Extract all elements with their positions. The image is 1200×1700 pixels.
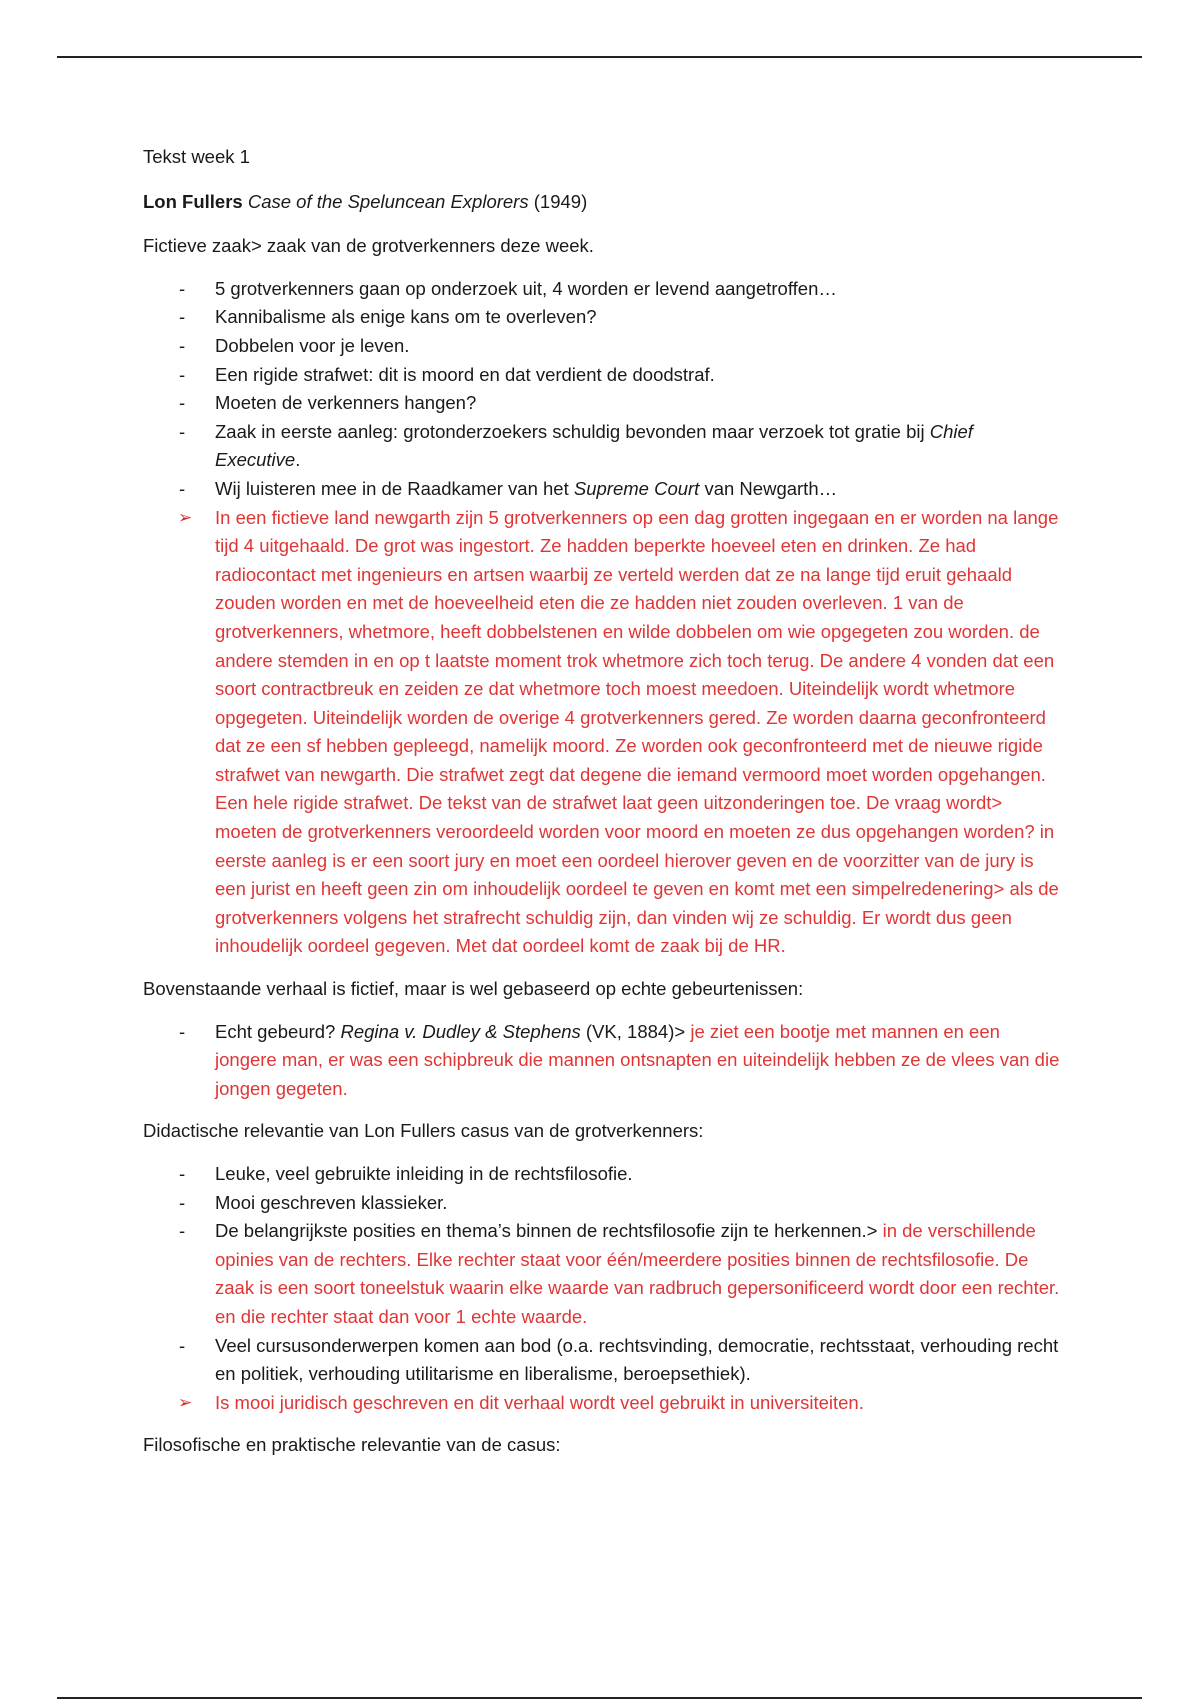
dash-bullet-icon: - <box>179 363 186 385</box>
title-author: Lon Fullers <box>143 190 243 212</box>
dash-bullet-icon: - <box>179 1163 186 1184</box>
intro-paragraph: Fictieve zaak> zaak van de grotverkenners deze week. <box>143 235 594 257</box>
dash-bullet-icon: - <box>179 420 186 442</box>
list-item: - Wij luisteren mee in de Raadkamer van het Supreme Court van Newgarth… <box>143 475 1063 504</box>
footer-rule <box>57 1697 1142 1699</box>
dash-bullet-icon: - <box>179 306 186 328</box>
didactic-list <box>143 1160 1063 1417</box>
annotation-text: In een fictieve land newgarth zijn 5 grotverkenners op een dag grotten ingegaan en er worden na lange tijd 4 uitgehaald. De grot was ingestort. Ze hadden beperkte hoeveel eten en drinken. Ze had radiocontact met ingenieurs en artsen waarbij ze verteld werden dat ze na lange tijd eruit gehaald zouden worden en met de hoeveelheid eten die ze hadden niet zouden overleven. 1 van de grotverkenners, whetmore, heeft dobbelstenen en wilde dobbelen om wie opgegeten zou worden. de andere stemden in en op t laatste moment trok whetmore zich toch terug. De andere 4 vonden dat een soort contractbreuk en zeiden ze dat whetmore toch moest meedoen. Uiteindelijk wordt whetmore opgegeten. Uiteindelijk worden de overige 4 grotverkenners gered. Ze worden daarna geconfronteerd dat ze een sf hebben gepleegd, namelijk moord. Ze worden ook geconfronteerd met de nieuwe rigide strafwet van newgarth. Die strafwet zegt dat degene die iemand vermoord moet worden opgehangen. Een hele rigide strafwet. De tekst van de strafwet laat geen uitzonderingen toe. De vraag wordt> moeten de grotverkenners veroordeeld worden voor moord en moeten ze dus opgehangen worden? in eerste aanleg is er een soort jury en moet een oordeel hierover geven en de voorzitter van de jury is een jurist en heeft geen zin om inhoudelijk oordeel te geven en komt met een simpelredenering> als de grotverkenners volgens het strafrecht schuldig zijn, dan vinden wij ze schuldig. Er wordt dus geen inhoudelijk oordeel gegeven. Met dat oordeel komt de zaak bij de HR. <box>215 506 1059 957</box>
dash-bullet-icon: - <box>179 334 186 356</box>
list-item: - Kannibalisme als enige kans om te overleven? <box>143 303 1063 332</box>
annotation-text: Is mooi juridisch geschreven en dit verhaal wordt veel gebruikt in universiteiten. <box>215 1391 864 1413</box>
list-item: - Zaak in eerste aanleg: grotonderzoekers schuldig bevonden maar verzoek tot gratie bij Chief Executive. <box>143 418 1063 475</box>
dash-bullet-icon: - <box>179 277 186 299</box>
list-item: - Een rigide strafwet: dit is moord en dat verdient de doodstraf. <box>143 361 1063 390</box>
list-item: - Mooi geschreven klassieker. <box>143 1189 1063 1218</box>
annotation-text: in de verschillende opinies van de rechters. Elke rechter staat voor één/meerdere posities binnen de rechtsfilosofie. De zaak is een soort toneelstuk waarin elke waarde van radbruch gepersonificeerd wordt door een rechter. en die rechter staat dan voor 1 echte waarde. <box>215 1220 1060 1327</box>
background-paragraph: Bovenstaande verhaal is fictief, maar is wel gebaseerd op echte gebeurtenissen: <box>143 978 804 1000</box>
document-body <box>143 143 1063 1476</box>
title-year: (1949) <box>533 190 588 212</box>
list-item: - Veel cursusonderwerpen komen aan bod (o.a. rechtsvinding, democratie, rechtsstaat, verhouding recht en politiek, verhouding utilitarisme en liberalisme, beroepsethiek). <box>143 1332 1063 1389</box>
dash-bullet-icon: - <box>179 1334 186 1356</box>
header-rule <box>57 56 1142 58</box>
dash-bullet-icon: - <box>179 1191 186 1213</box>
philosophical-heading: Filosofische en praktische relevantie van de casus: <box>143 1434 561 1456</box>
title-case: Case of the Speluncean Explorers <box>247 190 529 212</box>
section-heading: Tekst week 1 <box>143 146 250 167</box>
title-line <box>143 188 1063 217</box>
didactic-heading: Didactische relevantie van Lon Fullers casus van de grotverkenners: <box>143 1120 704 1142</box>
case-summary-list <box>143 275 1063 961</box>
annotation-item <box>143 1389 1063 1418</box>
annotation-item <box>143 504 1063 962</box>
dash-bullet-icon: - <box>179 392 186 414</box>
dash-bullet-icon: - <box>179 1020 186 1042</box>
list-item: - Moeten de verkenners hangen? <box>143 389 1063 418</box>
arrow-bullet-icon: ➢ <box>178 507 193 527</box>
list-item: - De belangrijkste posities en thema’s binnen de rechtsfilosofie zijn te herkennen.> in de verschillende opinies van de rechters. Elke rechter staat voor één/meerdere posities binnen de rechtsfilosofie. De zaak is een soort toneelstuk waarin elke waarde van radbruch gepersonificeerd wordt door een rechter. en die rechter staat dan voor 1 echte waarde. <box>143 1217 1063 1331</box>
list-item: - Leuke, veel gebruikte inleiding in de rechtsfilosofie. <box>143 1160 1063 1189</box>
annotation-text: je ziet een bootje met mannen en een jongere man, er was een schipbreuk die mannen ontsnapten en uiteindelijk hebben ze de vlees van die jongen gegeten. <box>215 1020 1060 1099</box>
list-item: - 5 grotverkenners gaan op onderzoek uit, 4 worden er levend aangetroffen… <box>143 275 1063 304</box>
dash-bullet-icon: - <box>179 1220 186 1242</box>
list-item: - Echt gebeurd? Regina v. Dudley & Stephens (VK, 1884)> je ziet een bootje met mannen en een jongere man, er was een schipbreuk die mannen ontsnapten en uiteindelijk hebben ze de vlees van die jongen gegeten. <box>143 1018 1063 1104</box>
arrow-bullet-icon: ➢ <box>178 1392 193 1412</box>
list-item: - Dobbelen voor je leven. <box>143 332 1063 361</box>
real-case-list <box>143 1018 1063 1104</box>
dash-bullet-icon: - <box>179 477 186 499</box>
